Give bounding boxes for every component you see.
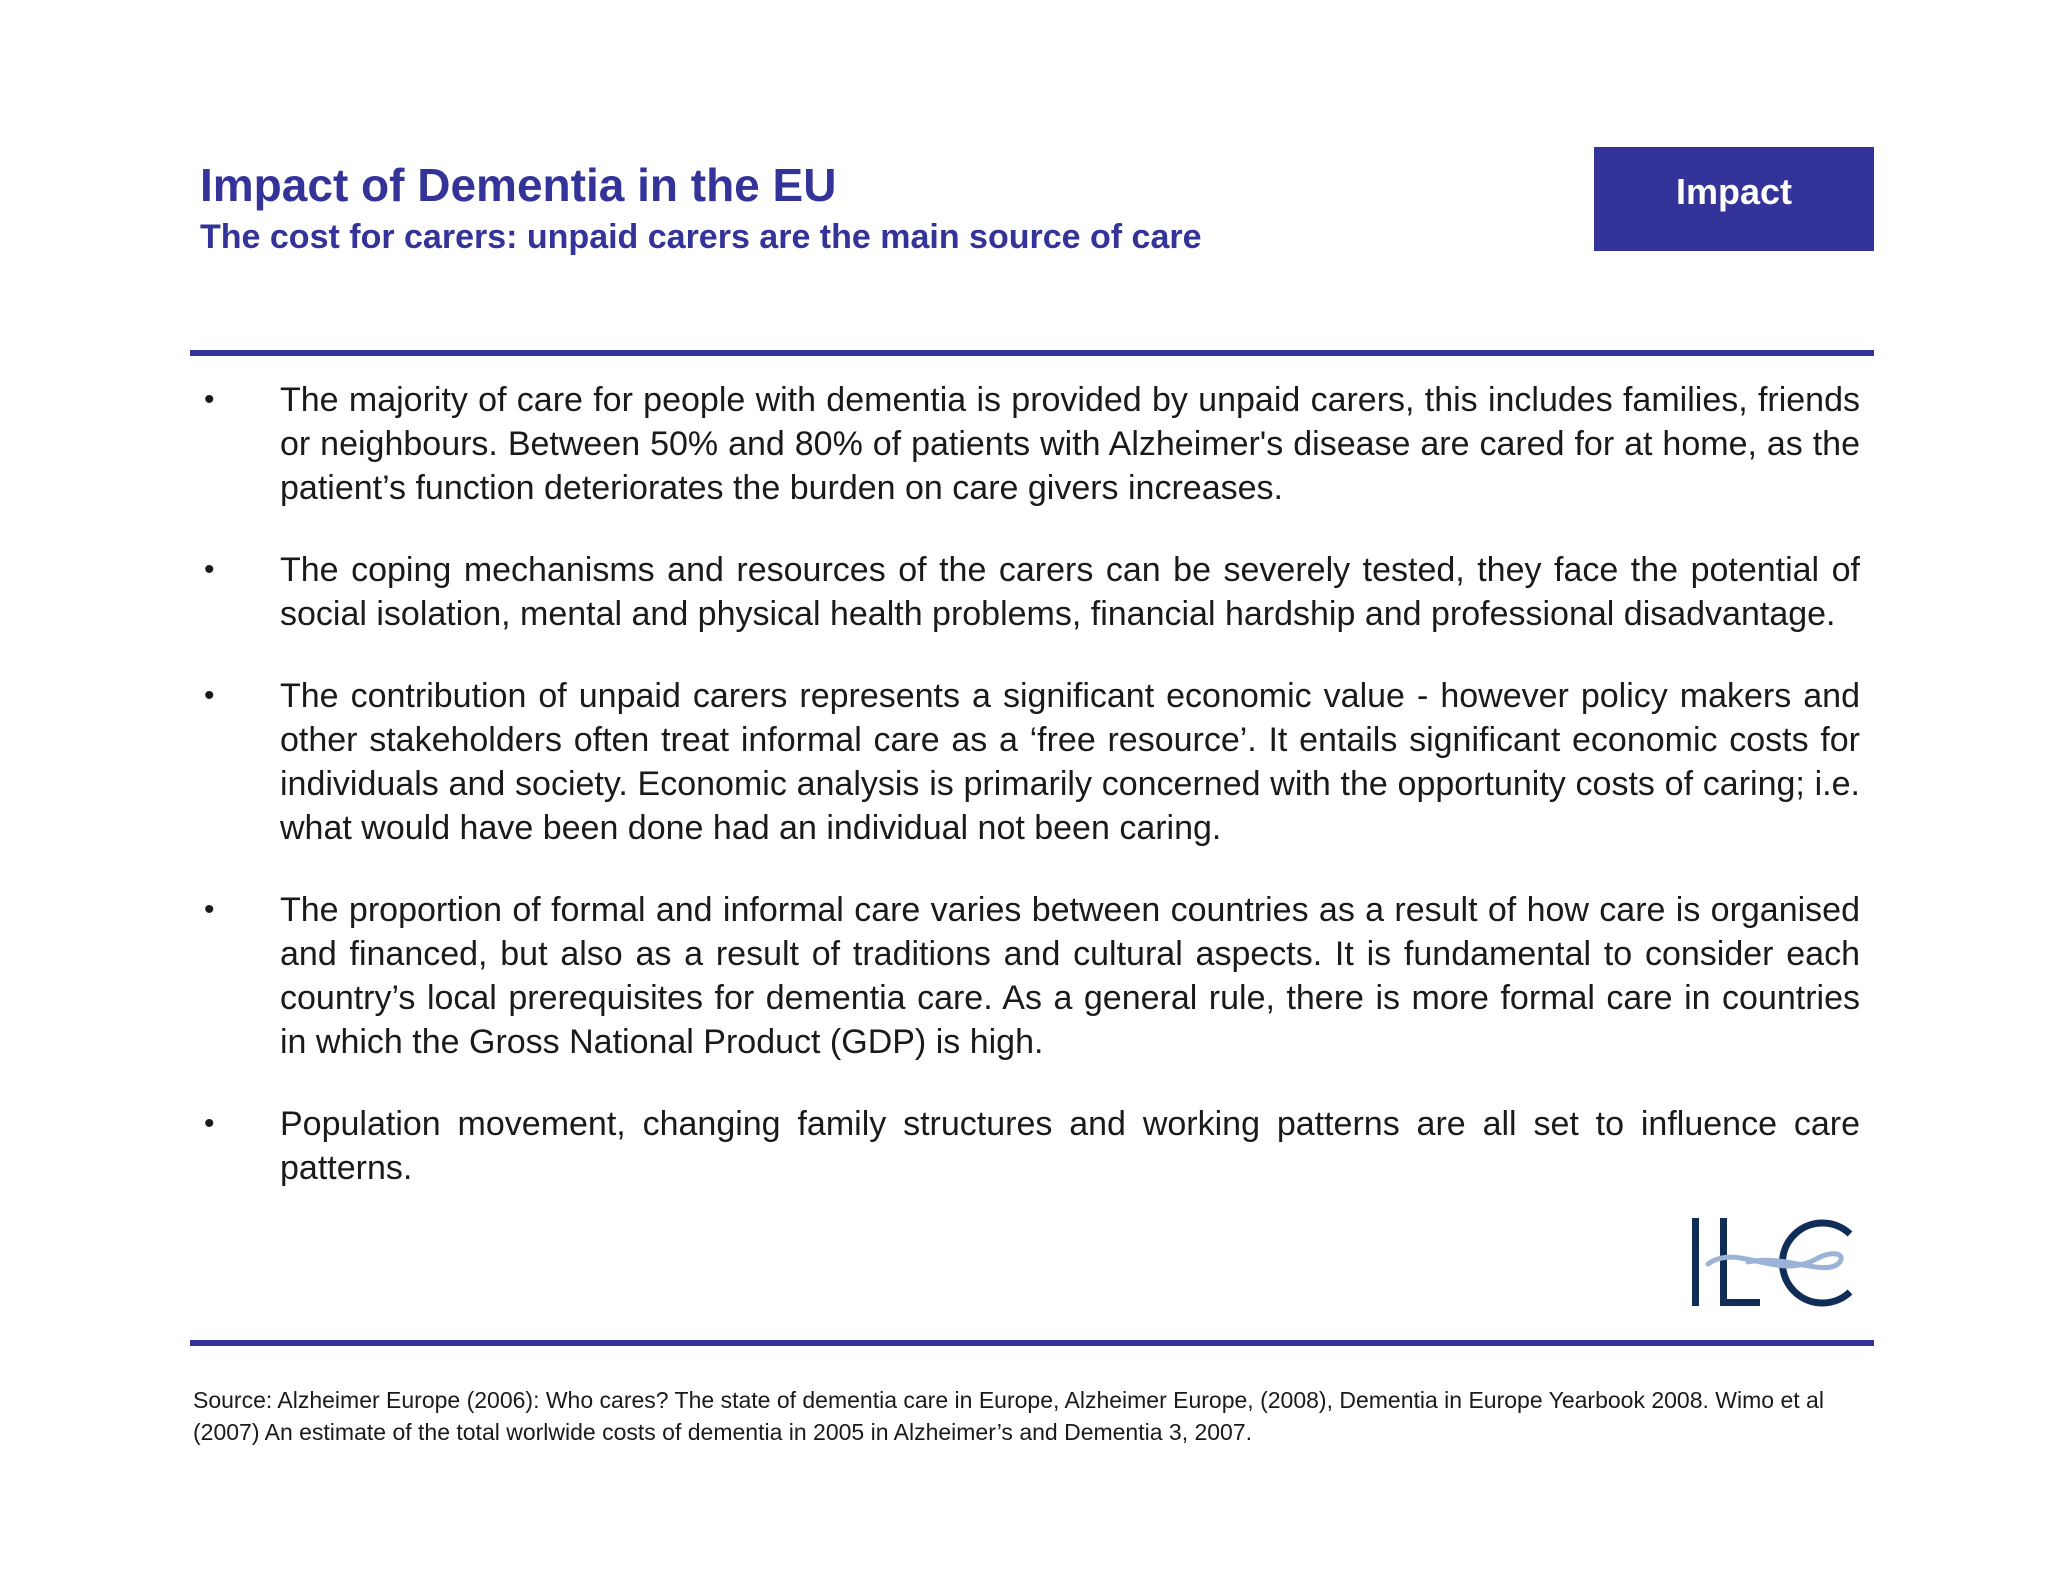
bullet-item <box>200 1102 1860 1190</box>
section-badge-label: Impact <box>1675 171 1793 212</box>
bullet-marker: • <box>204 1107 215 1140</box>
page-subtitle: The cost for carers: unpaid carers are the main source of care <box>200 218 1202 256</box>
bullet-text: The coping mechanisms and resources of the carers can be severely tested, they face the potential of social isolation, mental and physical health problems, financial hardship and professional disadvantage. <box>280 551 1860 633</box>
bullet-list <box>200 378 1860 1228</box>
section-badge <box>1594 147 1874 251</box>
top-divider <box>190 350 1874 356</box>
bullet-item <box>200 888 1860 1064</box>
bullet-marker: • <box>204 679 215 712</box>
bullet-item <box>200 674 1860 850</box>
bullet-marker: • <box>204 893 215 926</box>
bullet-marker: • <box>204 383 215 416</box>
source-citation: Source: Alzheimer Europe (2006): Who cares? The state of dementia care in Europe, Alzheimer Europe, (2008), Dementia in Europe Yearbook 2008. Wimo et al (2007) An estimate of the total worlwide costs of dementia in 2005 in Alzheimer’s and Dementia 3, 2007. <box>193 1387 1824 1445</box>
bullet-text: The proportion of formal and informal care varies between countries as a result of how care is organised and financed, but also as a result of traditions and cultural aspects. It is fundamental to consider each country’s local prerequisites for dementia care. As a general rule, there is more formal care in countries in which the Gross National Product (GDP) is high. <box>280 891 1860 1061</box>
bottom-divider <box>190 1340 1874 1346</box>
bullet-text: The majority of care for people with dementia is provided by unpaid carers, this includes families, friends or neighbours. Between 50% and 80% of patients with Alzheimer's disease are cared for at home, as the patient’s function deteriorates the burden on care givers increases. <box>280 381 1860 507</box>
bullet-item <box>200 548 1860 636</box>
bullet-item <box>200 378 1860 510</box>
ilc-logo-icon <box>1688 1212 1858 1312</box>
bullet-text: The contribution of unpaid carers represents a significant economic value - however policy makers and other stakeholders often treat informal care as a ‘free resource’. It entails significant economic costs for individuals and society. Economic analysis is primarily concerned with the opportunity costs of caring; i.e. what would have been done had an individual not been caring. <box>280 677 1860 847</box>
page-title: Impact of Dementia in the EU <box>200 159 837 211</box>
bullet-text: Population movement, changing family structures and working patterns are all set to influence care patterns. <box>280 1105 1860 1187</box>
bullet-marker: • <box>204 553 215 586</box>
